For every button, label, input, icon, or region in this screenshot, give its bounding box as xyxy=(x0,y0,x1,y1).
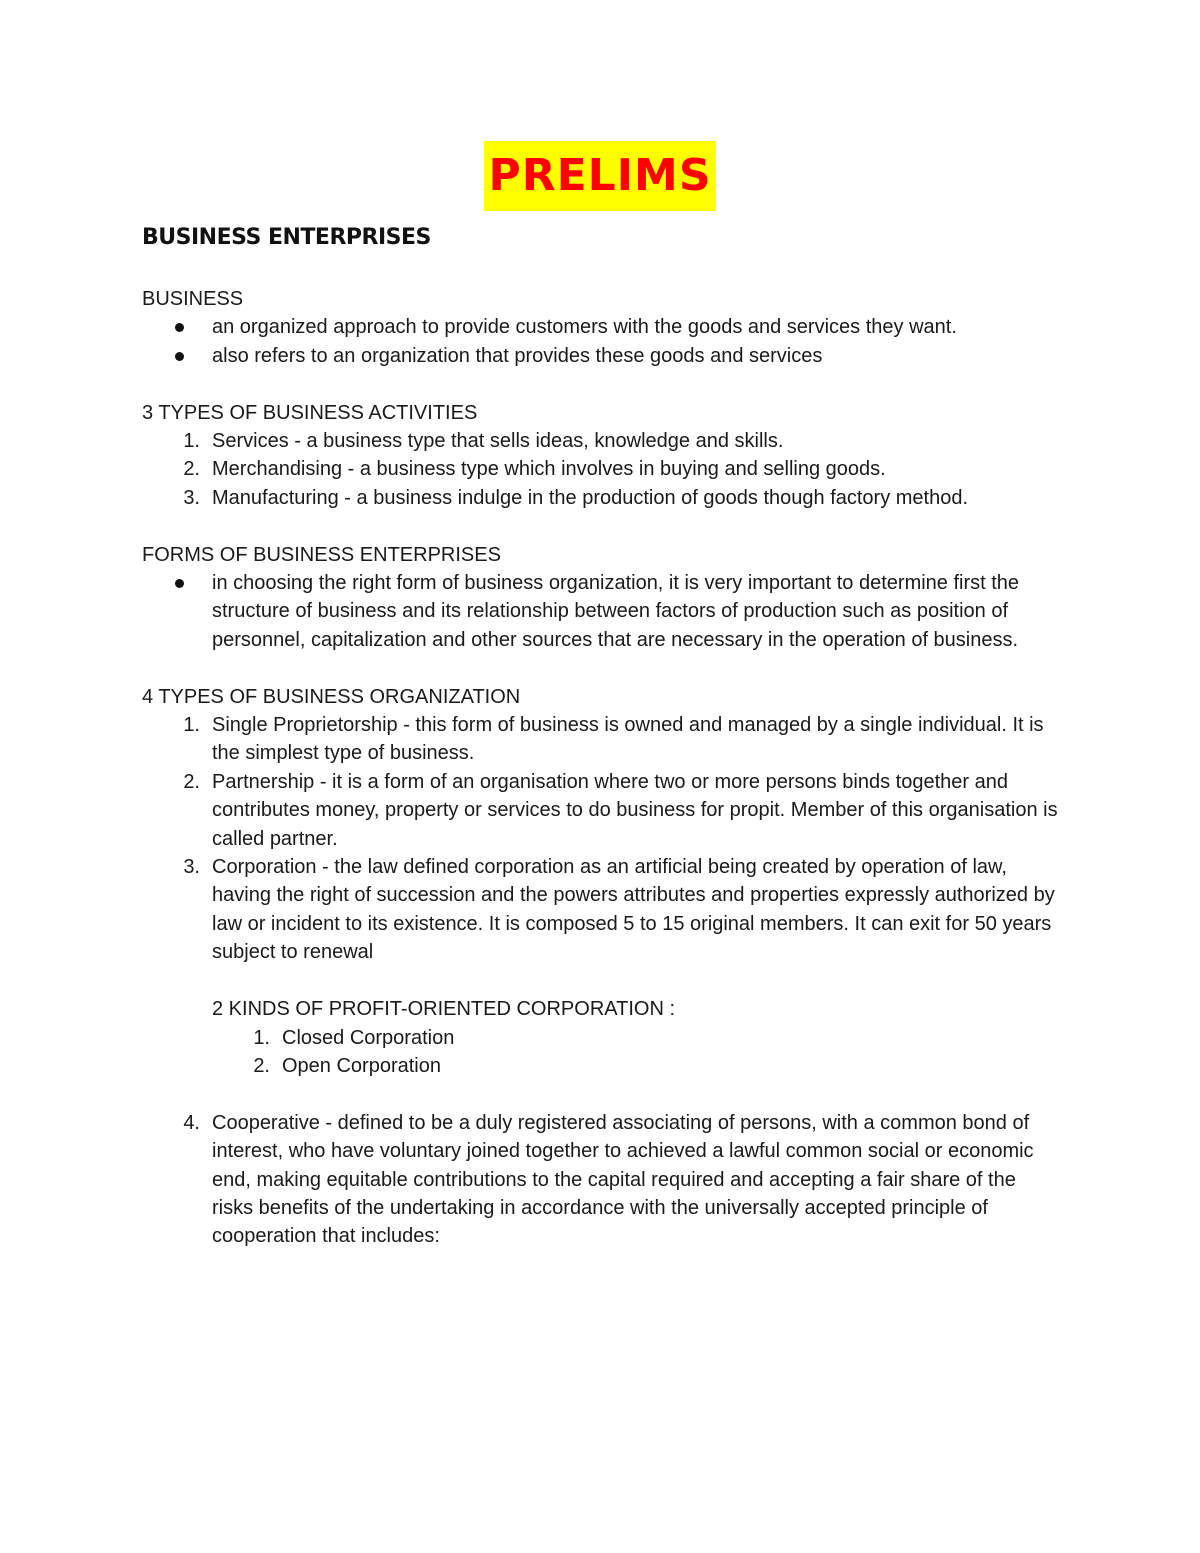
list-number: 3. xyxy=(183,486,200,509)
forms-label: FORMS OF BUSINESS ENTERPRISES xyxy=(142,543,501,566)
activities-list xyxy=(142,427,1062,512)
section-heading: BUSINESS ENTERPRISES xyxy=(142,225,431,250)
list-item xyxy=(142,455,1062,483)
page-title: PRELIMS xyxy=(484,141,715,211)
list-item-text: Closed Corporation xyxy=(282,1026,455,1049)
list-number: 3. xyxy=(183,856,200,879)
list-item-text: Merchandising - a business type which involves in buying and selling goods. xyxy=(212,458,886,481)
list-item xyxy=(142,484,1062,512)
business-label: BUSINESS xyxy=(142,288,244,310)
list-item-text: Partnership - it is a form of an organisation where two or more persons binds together and contributes money, property or services to do business for propit. Member of this organisation is called partner. xyxy=(212,770,1058,850)
list-item-text: Cooperative - defined to be a duly registered associating of persons, with a common bond of interest, who have voluntary joined together to achieved a lawful common social or economic end, making equitable contributions to the capital required and accepting a fair share of the risks benefits of the undertaking in accordance with the universally accepted principle of cooperation that includes: xyxy=(212,1111,1034,1248)
list-item xyxy=(142,313,1062,341)
list-number: 2. xyxy=(183,458,200,481)
list-number: 1. xyxy=(183,714,200,737)
corporation-kinds xyxy=(212,995,1062,1080)
list-item xyxy=(212,1024,1062,1052)
organizations-list xyxy=(142,711,1062,1251)
list-item-text: Single Proprietorship - this form of business is owned and managed by a single individual. It is the simplest type of business. xyxy=(212,714,1044,765)
list-item xyxy=(142,768,1062,853)
list-item-text: in choosing the right form of business organization, it is very important to determine first the structure of business and its relationship between factors of production such as position of personnel, capitalization and other sources that are necessary in the operation of business. xyxy=(212,572,1020,651)
activities-label: 3 TYPES OF BUSINESS ACTIVITIES xyxy=(142,401,478,424)
list-number: 1. xyxy=(253,1026,270,1049)
list-item-text: also refers to an organization that provides these goods and services xyxy=(212,344,823,367)
list-number: 4. xyxy=(183,1111,200,1134)
corporation-kinds-label: 2 KINDS OF PROFIT-ORIENTED CORPORATION : xyxy=(212,998,675,1021)
list-item-text: an organized approach to provide customers with the goods and services they want. xyxy=(212,316,957,339)
corporation-kinds-list xyxy=(212,1024,1062,1081)
bullet-icon xyxy=(175,352,184,361)
list-number: 2. xyxy=(253,1054,270,1077)
list-item xyxy=(142,853,1062,1109)
list-item-text: Manufacturing - a business indulge in the production of goods though factory method. xyxy=(212,486,969,509)
document-body xyxy=(142,285,1062,1251)
bullet-icon xyxy=(175,323,184,332)
forms-bullet-list xyxy=(142,569,1062,654)
list-item-text: Open Corporation xyxy=(282,1054,441,1077)
list-number: 1. xyxy=(183,430,200,453)
list-item xyxy=(142,342,1062,370)
organizations-label: 4 TYPES OF BUSINESS ORGANIZATION xyxy=(142,685,521,708)
list-item xyxy=(212,1052,1062,1080)
list-item xyxy=(142,569,1062,654)
list-item xyxy=(142,1109,1062,1251)
business-bullet-list xyxy=(142,313,1062,370)
bullet-icon xyxy=(175,579,184,588)
title-container xyxy=(0,141,1200,211)
list-item-text: Services - a business type that sells ideas, knowledge and skills. xyxy=(212,430,784,453)
list-item xyxy=(142,711,1062,768)
list-item xyxy=(142,427,1062,455)
list-number: 2. xyxy=(183,770,200,793)
list-item-text: Corporation - the law defined corporation as an artificial being created by operation of law, having the right of succession and the powers attributes and properties expressly authorized by law or incident to its existence. It is composed 5 to 15 original members. It can exit for 50 years subject to renewal xyxy=(212,856,1055,964)
